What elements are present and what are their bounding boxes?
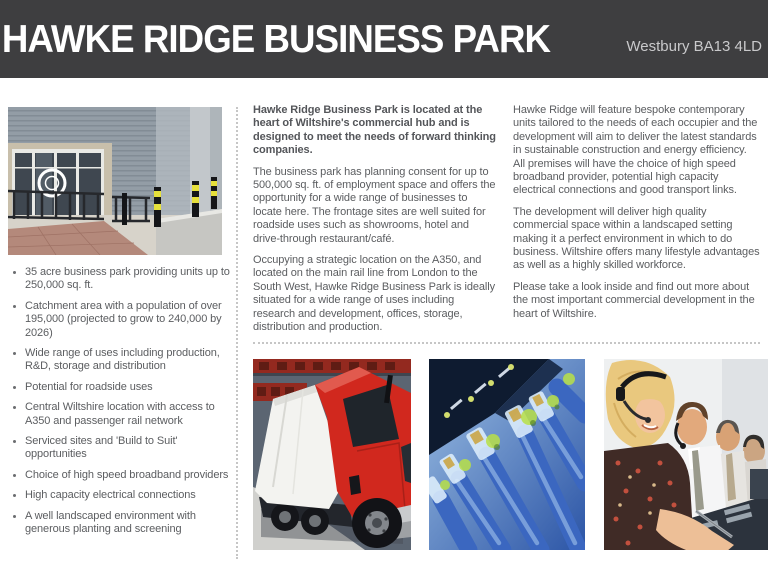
- bullet-dot: [13, 494, 16, 497]
- bullet-dot: [13, 440, 16, 443]
- bullet-dot: [13, 352, 16, 355]
- call-centre-illustration: [604, 359, 768, 550]
- feature-item: [8, 381, 230, 394]
- bullet-dot: [13, 305, 16, 308]
- feature-text: Central Wiltshire location with access to A350 and passenger rail network: [25, 401, 215, 427]
- call-centre-photo: [604, 359, 768, 550]
- feature-item: [8, 401, 230, 428]
- right-paragraph-3: Please take a look inside and find out more about the most important commercial development in the heart of Wiltshire.: [513, 280, 755, 320]
- feature-item: [8, 469, 230, 482]
- entrance-photo: [8, 107, 222, 255]
- feature-text: Choice of high speed broadband providers: [25, 468, 229, 481]
- middle-paragraph-2: Occupying a strategic location on the A350, and located on the main rail line from London to the South West, Hawke Ridge Business Park is ideally situated for a wide range of uses including research and development, offices, storage, distribution and production.: [253, 254, 495, 334]
- intro-paragraph: Hawke Ridge Business Park is located at the heart of Wiltshire's commercial hub and is designed to meet the needs of forward thinking companies.: [253, 104, 496, 157]
- middle-column: [253, 104, 496, 343]
- feature-item: [8, 489, 230, 502]
- feature-item: [8, 347, 230, 374]
- header-location: Westbury BA13 4LD: [626, 37, 762, 55]
- bullet-dot: [13, 386, 16, 389]
- feature-text: Serviced sites and 'Build to Suit' opportunities: [25, 435, 178, 461]
- right-column: [513, 104, 760, 329]
- lorry-photo: [253, 359, 411, 550]
- feature-text: High capacity electrical connections: [25, 489, 196, 502]
- feature-text: Potential for roadside uses: [25, 380, 153, 393]
- entrance-photo-illustration: [8, 107, 222, 255]
- network-cables-illustration: [429, 359, 585, 550]
- feature-text: A well landscaped environment with generous planting and screening: [25, 509, 196, 536]
- lorry-photo-illustration: [253, 359, 411, 550]
- bullet-dot: [13, 271, 16, 274]
- feature-text: Wide range of uses including production, R&D, storage and distribution: [25, 347, 220, 373]
- feature-list: [8, 266, 230, 544]
- header: [0, 0, 768, 78]
- feature-item: [8, 510, 230, 537]
- bullet-dot: [13, 406, 16, 409]
- feature-item: [8, 435, 230, 462]
- feature-item: [8, 300, 230, 340]
- right-paragraph-1: Hawke Ridge will feature bespoke contemporary units tailored to the needs of each occupier and the development will aim to deliver the latest standards in sustainable construction and energy efficiency. All premises will have the choice of high speed broadband provider, potential high capacity electrical connections and good transport links.: [513, 104, 758, 197]
- network-cables-photo: [429, 359, 585, 550]
- horizontal-divider: [253, 342, 760, 344]
- vertical-divider: [236, 107, 238, 559]
- feature-text: 35 acre business park providing units up to 250,000 sq. ft.: [25, 266, 230, 292]
- bullet-dot: [13, 474, 16, 477]
- feature-item: [8, 266, 230, 293]
- right-paragraph-2: The development will deliver high quality commercial space within a landscaped setting making it a perfect environment in which to do business. Wiltshire offers many lifestyle advantages as well as a highly skilled workforce.: [513, 205, 760, 272]
- page-title: HAWKE RIDGE BUSINESS PARK: [1, 17, 551, 61]
- bullet-dot: [13, 515, 16, 518]
- middle-paragraph-1: The business park has planning consent for up to 500,000 sq. ft. of employment space and offers the opportunity for a wide range of businesses to locate here. The frontage sites are well suited for roadside uses such as showrooms, hotel and drive-through restaurant/café.: [253, 165, 496, 245]
- feature-text: Catchment area with a population of over 195,000 (projected to grow to 240,000 by 2026): [25, 299, 222, 339]
